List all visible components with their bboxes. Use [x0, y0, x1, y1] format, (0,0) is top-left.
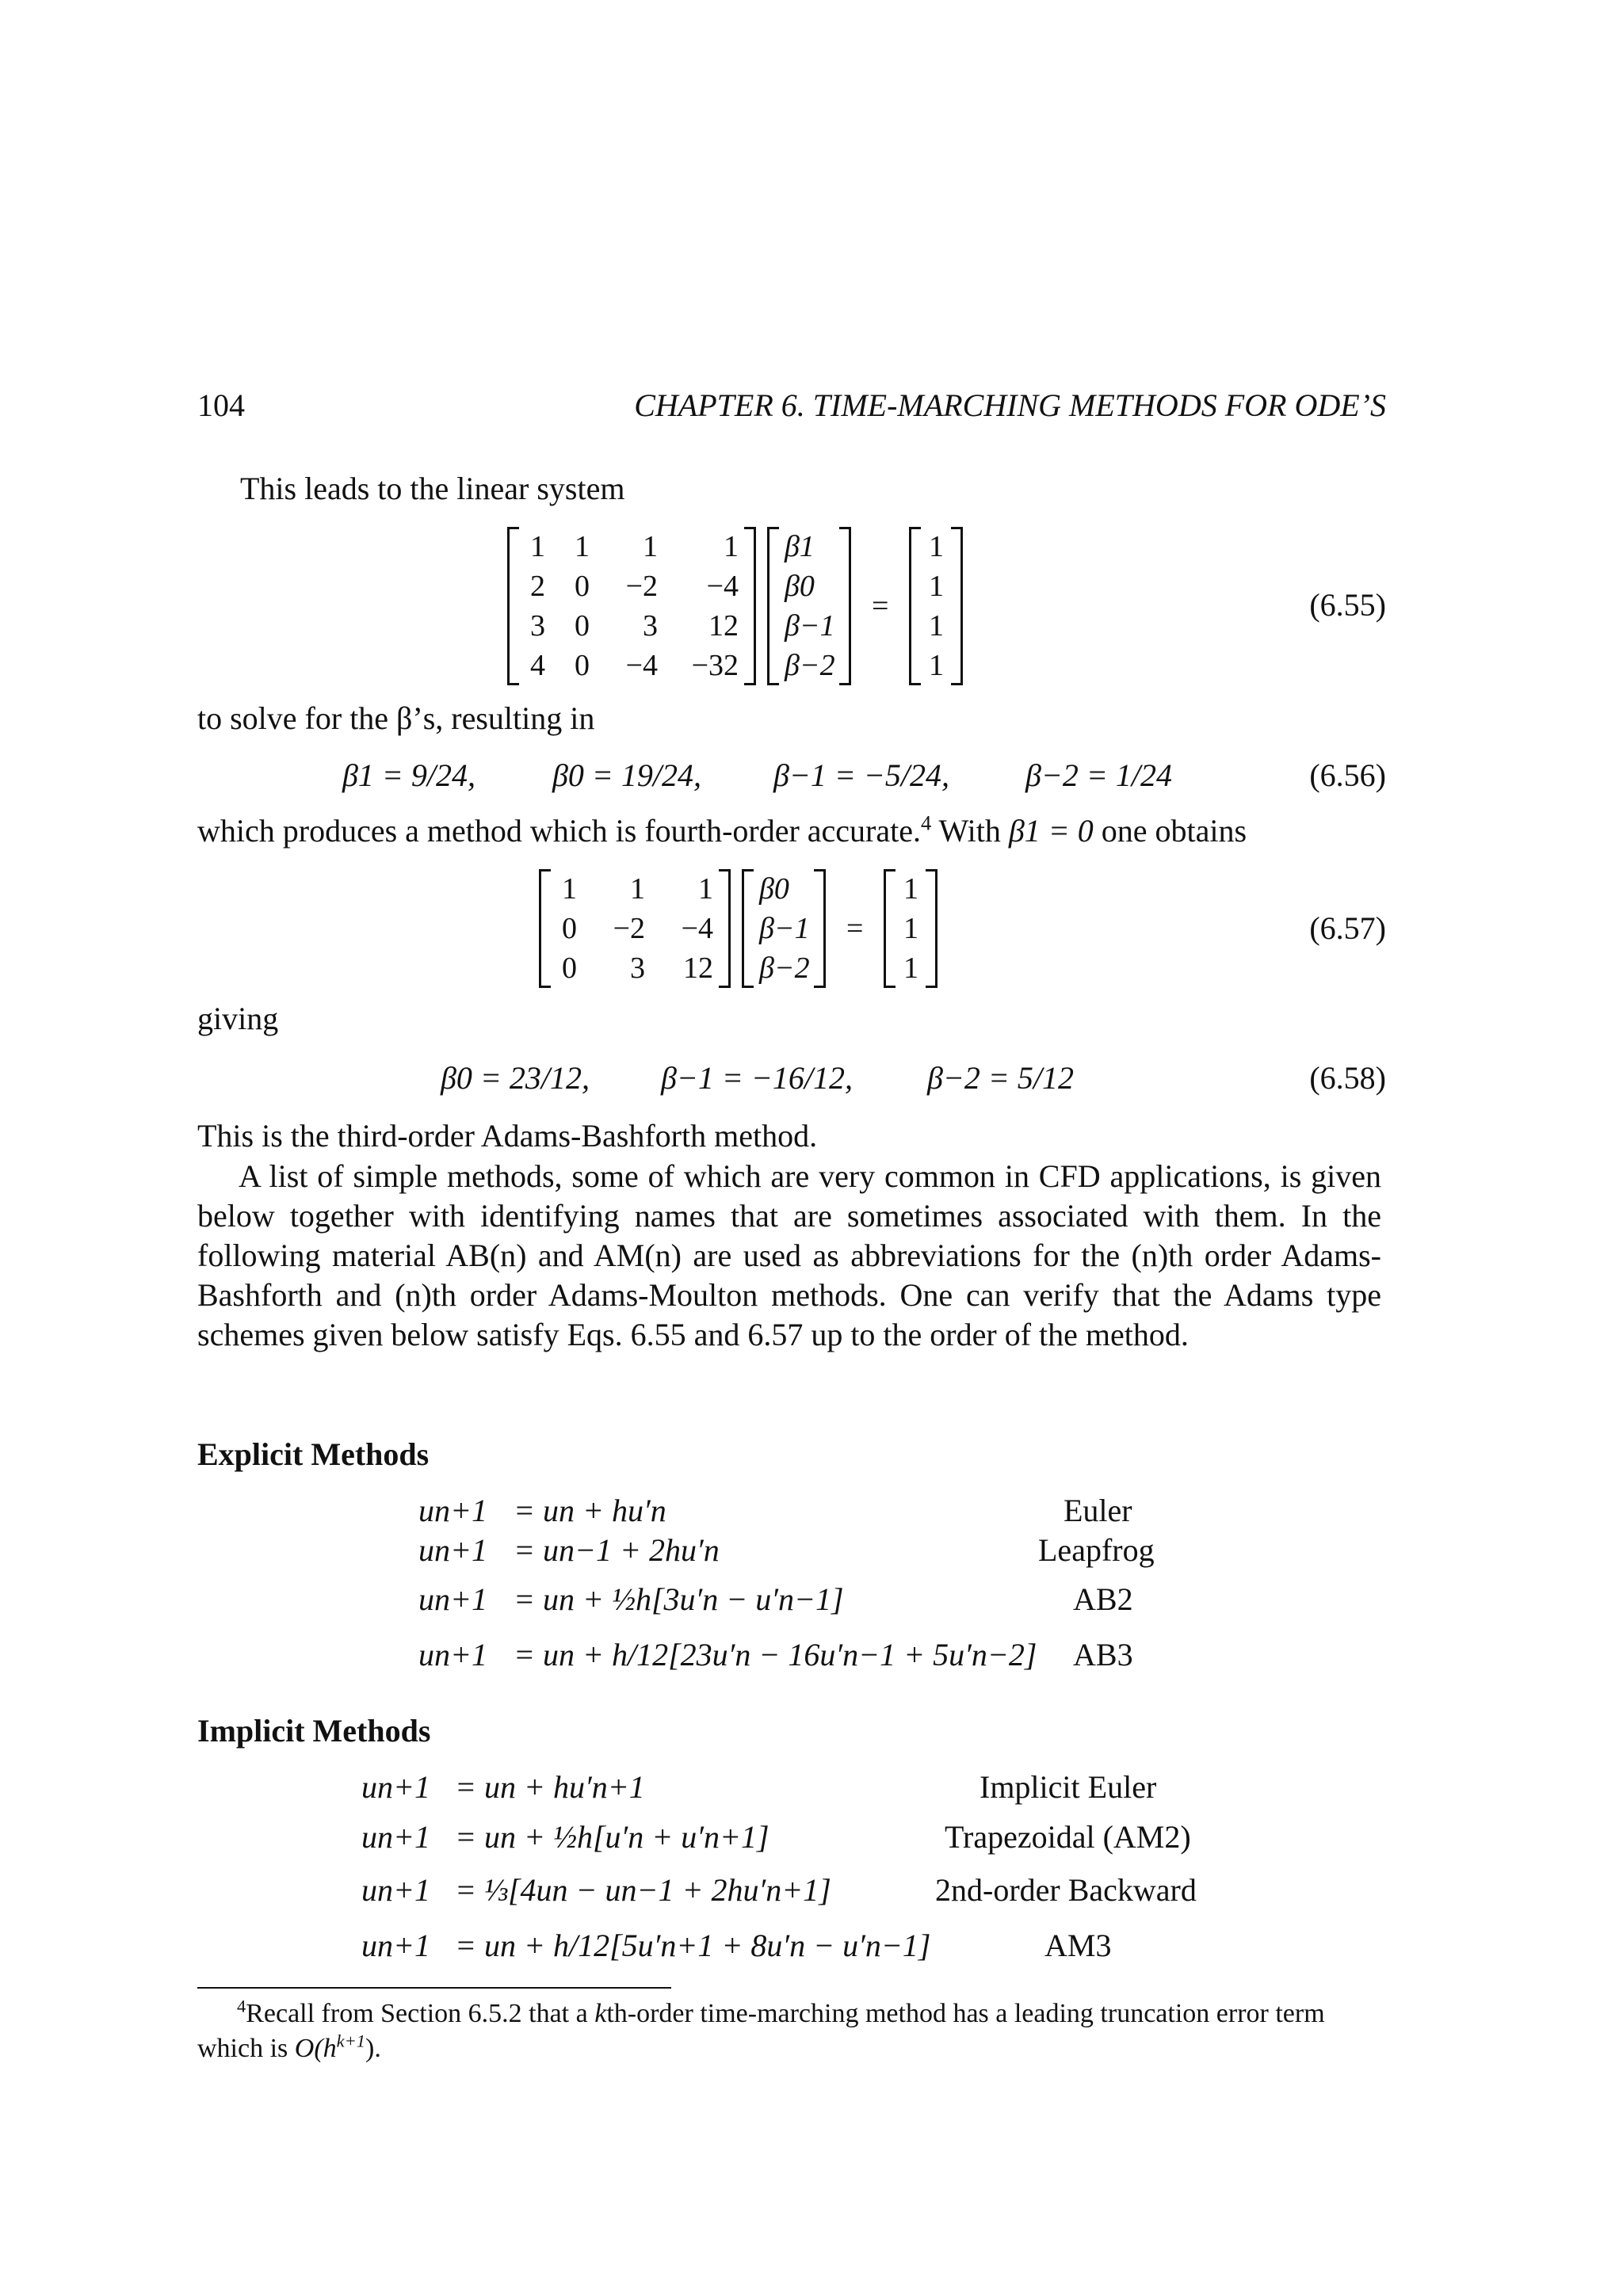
coefficient-matrix-4x4 [507, 527, 756, 685]
matrix-cell: 1 [643, 530, 658, 563]
matrix-cell: −32 [691, 649, 739, 682]
method-name: Trapezoidal (AM2) [945, 1819, 1191, 1855]
vector-cell: 1 [928, 609, 944, 643]
method-rhs: = un−1 + 2hu′n [514, 1532, 720, 1568]
equals-sign: = [872, 589, 889, 623]
beta-1-value: β1 = 9/24, [342, 757, 476, 793]
vector-cell: 1 [928, 649, 944, 682]
method-rhs: = un + hu′n+1 [455, 1769, 645, 1805]
matrix-cell: 1 [530, 530, 545, 563]
method-name: Implicit Euler [980, 1769, 1157, 1805]
matrix-cell: −4 [706, 570, 739, 603]
method-rhs: = un + hu′n [514, 1493, 666, 1528]
matrix-cell: 3 [643, 609, 658, 643]
method-name: AB3 [1073, 1637, 1133, 1672]
explicit-heading: Explicit Methods [197, 1436, 430, 1472]
vector-cell: 1 [928, 530, 944, 563]
giving-text: giving [197, 1001, 279, 1036]
matrix-cell: 0 [575, 609, 590, 643]
equation-number: (6.58) [1309, 1060, 1386, 1096]
matrix-cell: 1 [630, 872, 645, 906]
method-rhs: = un + ½h[3u′n − u′n−1] [514, 1581, 844, 1617]
footnote-order: O(h [294, 2034, 337, 2063]
equation-number: (6.55) [1309, 587, 1386, 623]
beta-m2-value: β−2 = 5/12 [927, 1060, 1075, 1096]
matrix-cell: 0 [575, 570, 590, 603]
method-name: AB2 [1073, 1581, 1133, 1617]
vector-cell: 1 [928, 570, 944, 603]
footnote-text: ). [365, 2034, 381, 2063]
footnote-k: k [594, 1999, 607, 2028]
vector-cell: β−2 [759, 952, 810, 985]
vector-cell: β0 [785, 570, 815, 603]
method-lhs: un+1 [418, 1637, 487, 1672]
matrix-cell: 1 [562, 872, 577, 906]
matrix-cell: 1 [698, 872, 713, 906]
beta-m1-value: β−1 = −5/24, [773, 757, 950, 793]
method-lhs: un+1 [361, 1872, 430, 1908]
footnote-rule [197, 1987, 671, 1989]
vector-cell: 1 [903, 952, 918, 985]
rhs-vector [884, 869, 938, 988]
fourth-order-sentence [197, 812, 1247, 849]
methods-paragraph: A list of simple methods, some of which are very common in CFD applications, is given below together with identifying names that are sometimes associated with them. In the following material AB(n) and AM(n) are used as abbreviations for the (n)th order Adams-Bashforth and (n)th order Adams-Moulton methods. One can verify that the Adams type schemes given below satisfy Eqs. 6.55 and 6.57 up to the order of the method. [197, 1158, 1381, 1352]
vector-cell: β0 [759, 872, 789, 906]
matrix-cell: 4 [530, 649, 545, 682]
matrix-cell: 0 [562, 952, 577, 985]
method-lhs: un+1 [361, 1928, 430, 1963]
equals-sign: = [846, 912, 864, 945]
vector-cell: 1 [903, 912, 918, 945]
method-lhs: un+1 [418, 1493, 487, 1528]
method-name: Leapfrog [1038, 1532, 1155, 1568]
rhs-vector [909, 527, 963, 685]
matrix-cell: 12 [683, 952, 713, 985]
method-name: AM3 [1044, 1928, 1112, 1963]
equation-number: (6.56) [1309, 757, 1386, 793]
method-lhs: un+1 [361, 1819, 430, 1855]
sentence-text: With [931, 813, 1009, 849]
page-number: 104 [197, 387, 245, 423]
matrix-cell: −4 [625, 649, 658, 682]
vector-cell: β−2 [785, 649, 835, 682]
running-title: CHAPTER 6. TIME-MARCHING METHODS FOR ODE’S [634, 387, 1386, 423]
vector-cell: β−1 [759, 912, 810, 945]
matrix-cell: 2 [530, 570, 545, 603]
method-name: Euler [1064, 1493, 1132, 1528]
matrix-cell: −2 [613, 912, 645, 945]
coefficient-matrix-3x3 [539, 869, 731, 988]
beta-0-value: β0 = 19/24, [552, 757, 702, 793]
footnote-text: th-order time-marching method has a leading truncation error term which is [197, 1999, 1325, 2063]
method-rhs: = ⅓[4un − un−1 + 2hu′n+1] [455, 1872, 831, 1908]
unknowns-vector [767, 527, 851, 685]
equation-6-57 [539, 869, 938, 988]
footnote-ref: 4 [921, 810, 932, 835]
matrix-cell: 3 [630, 952, 645, 985]
beta-1-zero: β1 = 0 [1008, 813, 1094, 849]
beta-m1-value: β−1 = −16/12, [661, 1060, 854, 1096]
beta-m2-value: β−2 = 1/24 [1025, 757, 1173, 793]
equation-6-55 [507, 527, 963, 685]
matrix-cell: 1 [575, 530, 590, 563]
matrix-cell: −2 [625, 570, 658, 603]
method-lhs: un+1 [361, 1769, 430, 1805]
method-rhs: = un + h/12[23u′n − 16u′n−1 + 5u′n−2] [514, 1637, 1037, 1672]
solve-text: to solve for the β’s, resulting in [197, 700, 595, 736]
sentence-text: which produces a method which is fourth-order accurate. [197, 813, 921, 849]
intro-text: This leads to the linear system [240, 471, 625, 506]
beta-0-value: β0 = 23/12, [441, 1060, 590, 1096]
equation-number: (6.57) [1309, 910, 1386, 946]
third-order-text: This is the third-order Adams-Bashforth method. [197, 1118, 818, 1154]
matrix-cell: 12 [708, 609, 739, 643]
sentence-text: one obtains [1093, 813, 1247, 849]
footnote [197, 1997, 1381, 2066]
matrix-cell: 0 [575, 649, 590, 682]
footnote-order-exponent: k+1 [336, 2031, 365, 2051]
vector-cell: 1 [903, 872, 918, 906]
implicit-heading: Implicit Methods [197, 1713, 431, 1749]
method-lhs: un+1 [418, 1581, 487, 1617]
matrix-cell: 3 [530, 609, 545, 643]
vector-cell: β−1 [785, 609, 835, 643]
method-name: 2nd-order Backward [935, 1872, 1197, 1908]
vector-cell: β1 [785, 530, 815, 563]
unknowns-vector [742, 869, 826, 988]
footnote-text: Recall from Section 6.5.2 that a [246, 1999, 595, 2028]
matrix-cell: −4 [681, 912, 713, 945]
footnote-mark: 4 [237, 1996, 246, 2016]
method-rhs: = un + ½h[u′n + u′n+1] [455, 1819, 769, 1855]
matrix-cell: 1 [724, 530, 739, 563]
method-lhs: un+1 [418, 1532, 487, 1568]
method-rhs: = un + h/12[5u′n+1 + 8u′n − u′n−1] [455, 1928, 931, 1963]
matrix-cell: 0 [562, 912, 577, 945]
